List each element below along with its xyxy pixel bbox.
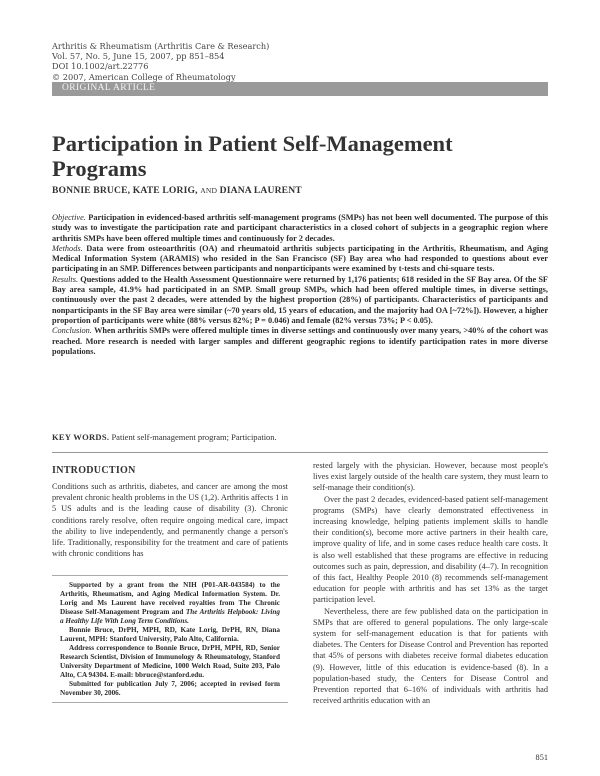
author-list xyxy=(52,185,302,196)
author-names: BONNIE BRUCE, KATE LORIG, xyxy=(52,185,198,196)
introduction-body-right xyxy=(313,460,548,706)
footnote-book-title: The Arthritis Helpbook: Living a Healthy Life With Long Term Conditions. xyxy=(60,608,280,626)
abstract-results-text: Questions added to the Health Assessment Questionnaire were returned by 1,176 patients; 618 resided in the SF Bay area. Of the SF Bay area sample, 41.9% had participated in an SMP. Small group SMPs, which had been offered multiple times, in diverse settings, continuously over the past 2 decades, were attended by the highest proportion (28%) of participants. Characteristics of participants and nonparticipants in the SF Bay area were similar (~70 years old, 15 years of education, and the majority had OA [~72%]). However, a higher proportion of participants were white (88% versus 82%; P = 0.046) and female (82% versus 73%; P < 0.05). xyxy=(52,274,548,325)
journal-doi: DOI 10.1002/art.22776 xyxy=(52,61,149,72)
footnote-affiliations: Bonnie Bruce, DrPH, MPH, RD, Kate Lorig, DrPH, RN, Diana Laurent, MPH: Stanford University, Palo Alto, California. xyxy=(60,626,280,644)
section-divider xyxy=(52,452,548,453)
keywords-label: KEY WORDS. xyxy=(52,432,110,442)
left-column xyxy=(52,462,288,703)
footnote-box xyxy=(52,575,288,703)
journal-volume: Vol. 57, No. 5, June 15, 2007, pp 851–854 xyxy=(52,51,225,62)
journal-copyright: © 2007, American College of Rheumatology xyxy=(52,71,236,82)
abstract-objective xyxy=(52,213,548,244)
journal-name: Arthritis & Rheumatism (Arthritis Care & Research) xyxy=(52,41,270,51)
abstract-results-label: Results. xyxy=(52,274,79,284)
intro-paragraph-2: Over the past 2 decades, evidenced-based patient self-management programs (SMPs) have clearly demonstrated effectiveness in increasing knowledge, helping patients implement skills to handle their condition(s), become more active partners in their health care, improve quality of life, and in some cases reduce health care costs. It is also well established that these programs are effective in reducing outcomes such as pain, depression, and disability (4–7). In recognition of this fact, Healthy People 2010 (8) recommends self-management education for people with arthritis and has set 13% as the target participation level. xyxy=(313,494,548,605)
abstract-conclusion-text: When arthritis SMPs were offered multiple times in diverse settings and continuously over many years, >40% of the cohort was reached. More research is needed with larger samples and different geographic regions to identify participation rates in more diverse populations. xyxy=(52,326,548,356)
footnote-correspondence: Address correspondence to Bonnie Bruce, DrPH, MPH, RD, Senior Research Scientist, Division of Immunology & Rheumatology, Stanford University Department of Medicine, 1000 Welch Road, Suite 203, Palo Alto, CA 94304. E-mail: bbruce@stanford.edu. xyxy=(60,644,280,680)
abstract-objective-label: Objective. xyxy=(52,213,86,222)
abstract-results xyxy=(52,275,548,326)
intro-paragraph-1: Conditions such as arthritis, diabetes, and cancer are among the most prevalent chronic health problems in the US (1,2). Arthritis affects 1 in 5 US adults and is the leading cause of disability (3). Chronic conditions rarely resolve, often require ongoing medical care, impact the ability to live independently, and permanently change a person's life. Traditionally, responsibility for the treatment and care of patients with chronic conditions has xyxy=(52,482,288,559)
footnote-submitted: Submitted for publication July 7, 2006; accepted in revised form November 30, 2006. xyxy=(60,680,280,698)
abstract-methods-text: Data were from osteoarthritis (OA) and rheumatoid arthritis subjects participating in the Arthritis, Rheumatism, and Aging Medical Information System (ARAMIS) who resided in the San Francisco (SF) Bay area who had responded to questions about ever participating in an SMP. Differences between participants and nonparticipants were examined by t-tests and chi-square tests. xyxy=(52,243,548,274)
keywords xyxy=(52,432,277,442)
article-type-banner xyxy=(52,82,548,96)
footnote-support xyxy=(60,581,280,626)
intro-paragraph-1-continued: rested largely with the physician. However, because most people's lives exist largely outside of the health care system, they must learn to self-manage their condition(s). xyxy=(313,461,548,493)
abstract-methods xyxy=(52,244,548,275)
article-type-label: ORIGINAL ARTICLE xyxy=(62,83,156,93)
abstract-conclusion-label: Conclusion. xyxy=(52,326,92,336)
article-title: Participation in Patient Self-Management Programs xyxy=(52,131,453,181)
footnote-support-text: Supported by a grant from the NIH (P01-AR-043584) to the Arthritis, Rheumatism, and Aging Medical Information System. Dr. Lorig and Ms Laurent have received royalties from The Chronic Disease Self-Management Program and xyxy=(60,581,280,617)
keywords-text: Patient self-management program; Participation. xyxy=(111,432,277,442)
author-last: DIANA LAURENT xyxy=(219,185,302,196)
intro-paragraph-3: Nevertheless, there are few published data on the participation in SMPs that are offered to general populations. The only large-scale system for self-management education is that for patients with diabetes. The Centers for Disease Control and Prevention has reported that 45% of persons with diabetes receive formal diabetes education (9). However, little of this education is evidence-based (8). In a population-based study, the Centers for Disease Control and Prevention reported that 6–16% of individuals with arthritis had received arthritis education with an xyxy=(313,606,548,706)
abstract-conclusion xyxy=(52,326,548,357)
abstract-methods-label: Methods. xyxy=(52,243,83,253)
introduction-body-left xyxy=(52,481,288,559)
abstract-objective-text: Participation in evidenced-based arthritis self-management programs (SMPs) has not been well documented. The purpose of this study was to investigate the participation rate and participant characteristics in a closed cohort of subjects in a geographic region where arthritis SMPs have been offered multiple times and continuously for 2 decades. xyxy=(52,213,548,243)
journal-header xyxy=(52,41,269,82)
author-conjunction: AND xyxy=(200,186,218,195)
page-number: 851 xyxy=(535,753,548,762)
abstract xyxy=(52,213,548,357)
right-column xyxy=(313,460,548,706)
introduction-heading: INTRODUCTION xyxy=(52,465,136,476)
